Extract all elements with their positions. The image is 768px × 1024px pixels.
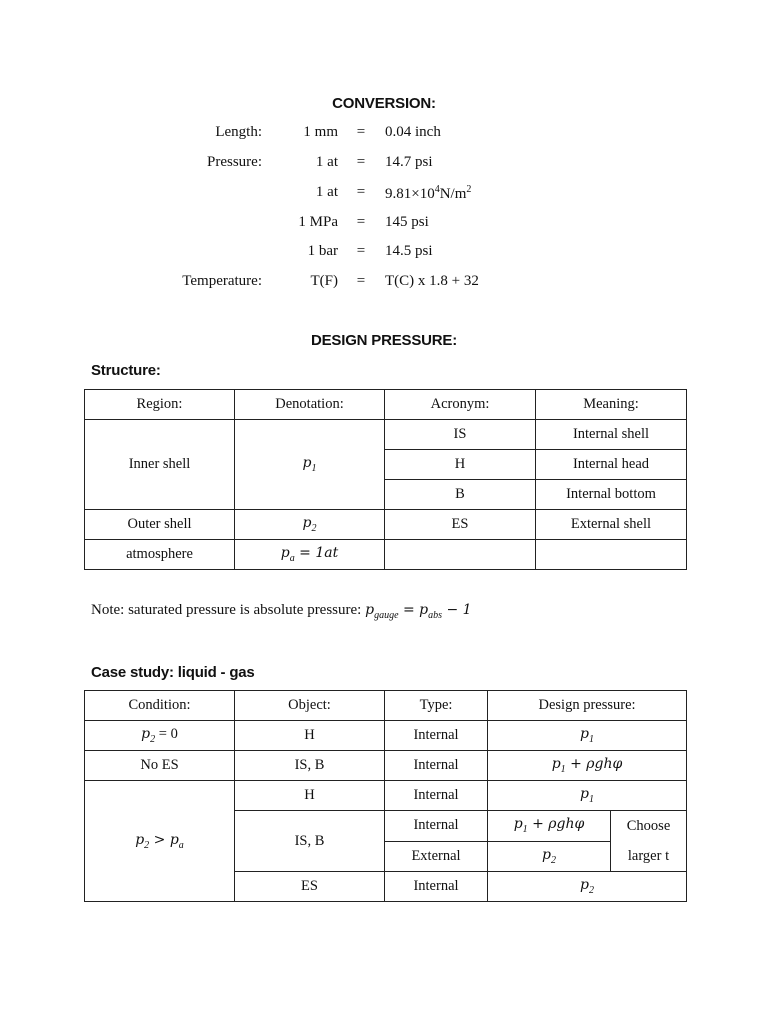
condition-p2-zero: $p_2 = 0$ [85,721,235,751]
table-row [85,510,687,540]
table-header: Condition: [85,691,235,721]
structure-title: Structure: [91,362,161,379]
design-pressure-p1: $p_1$ [488,721,687,751]
rhs-base: 9.81×10 [385,186,435,202]
acronym-es: ES [385,510,536,540]
denotation-p2: $p_2$ [235,510,385,540]
conversion-equals: = [356,154,366,170]
table-header: Design pressure: [488,691,687,721]
meaning-internal-shell: Internal shell [536,420,687,450]
denotation-p1: $p_1$ [235,420,385,510]
conversion-row-bar [0,243,768,263]
table-header: Region: [85,390,235,420]
meaning-external-shell: External shell [536,510,687,540]
table-row [85,721,687,751]
conversion-label: Pressure: [207,154,262,170]
conversion-label: Temperature: [182,273,262,289]
table-header-row [85,691,687,721]
table-row [85,540,687,570]
conversion-lhs: 1 bar [307,243,338,259]
table-header: Object: [235,691,385,721]
design-pressure-p2: $p_2$ [488,872,687,902]
case-study-table [84,690,687,902]
table-header-row [85,390,687,420]
design-pressure-p2: $p_2$ [488,841,611,872]
table-header: Denotation: [235,390,385,420]
region-atmosphere: atmosphere [85,540,235,570]
condition-p2-gt-pa: $p_2 > p_a$ [85,781,235,902]
object-is-b: IS, B [235,751,385,781]
conversion-equals: = [356,273,366,289]
conversion-lhs: 1 at [315,154,338,170]
acronym-empty [385,540,536,570]
object-is-b: IS, B [235,811,385,872]
conversion-rhs: 145 psi [385,214,429,230]
design-pressure-p1: $p_1$ [488,781,687,811]
conversion-title: CONVERSION: [332,95,436,112]
object-h: H [235,781,385,811]
rhs-unit: N/m [439,186,467,202]
type-internal: Internal [385,721,488,751]
acronym-h: H [385,450,536,480]
type-external: External [385,841,488,872]
condition-no-es: No ES [85,751,235,781]
meaning-internal-bottom: Internal bottom [536,480,687,510]
conversion-equals: = [356,184,366,200]
conversion-lhs: 1 MPa [298,214,338,230]
region-inner-shell: Inner shell [85,420,235,510]
conversion-rhs: T(C) x 1.8 + 32 [385,273,479,289]
larger-text: larger t [627,848,670,864]
acronym-is: IS [385,420,536,450]
conversion-rhs: 14.5 psi [385,243,433,259]
table-row [85,420,687,450]
rhs-exponent: 4 [434,184,440,195]
object-h: H [235,721,385,751]
region-outer-shell: Outer shell [85,510,235,540]
conversion-equals: = [356,243,366,259]
table-header: Type: [385,691,488,721]
conversion-equals: = [356,214,366,230]
denotation-pa: $p_a = 1at$ [235,540,385,570]
conversion-rhs: 14.7 psi [385,154,433,170]
conversion-row-length [0,124,768,144]
type-internal: Internal [385,781,488,811]
type-internal: Internal [385,751,488,781]
conversion-row-pressure-si [0,184,768,204]
object-es: ES [235,872,385,902]
choose-larger-note [611,811,687,872]
structure-table [84,389,687,570]
rhs-unit-exponent: 2 [466,184,472,195]
note-text: Note: saturated pressure is absolute pressure: [91,602,366,618]
acronym-b: B [385,480,536,510]
table-header: Meaning: [536,390,687,420]
table-row [85,751,687,781]
conversion-row-pressure [0,154,768,174]
meaning-internal-head: Internal head [536,450,687,480]
design-pressure-title: DESIGN PRESSURE: [311,332,457,349]
conversion-rhs: 0.04 inch [385,124,441,140]
conversion-label: Length: [215,124,262,140]
meaning-empty [536,540,687,570]
conversion-rhs [385,184,471,203]
conversion-equals: = [356,124,366,140]
table-header: Acronym: [385,390,536,420]
saturated-pressure-note: Note: saturated pressure is absolute pressure: $p_{gauge} = p_{abs} - 1$ [91,602,472,621]
choose-text: Choose [626,818,671,834]
conversion-lhs: 1 mm [303,124,338,140]
design-pressure-p1-rho: $p_1 + \rho gh\varphi$ [488,811,611,842]
design-pressure-p1-rho: $p_1 + \rho gh\varphi$ [488,751,687,781]
conversion-row-temperature [0,273,768,293]
case-study-title: Case study: liquid - gas [91,664,255,681]
type-internal: Internal [385,872,488,902]
conversion-row-mpa [0,214,768,234]
conversion-lhs: T(F) [310,273,338,289]
table-row [85,781,687,811]
conversion-lhs: 1 at [315,184,338,200]
type-internal: Internal [385,811,488,842]
